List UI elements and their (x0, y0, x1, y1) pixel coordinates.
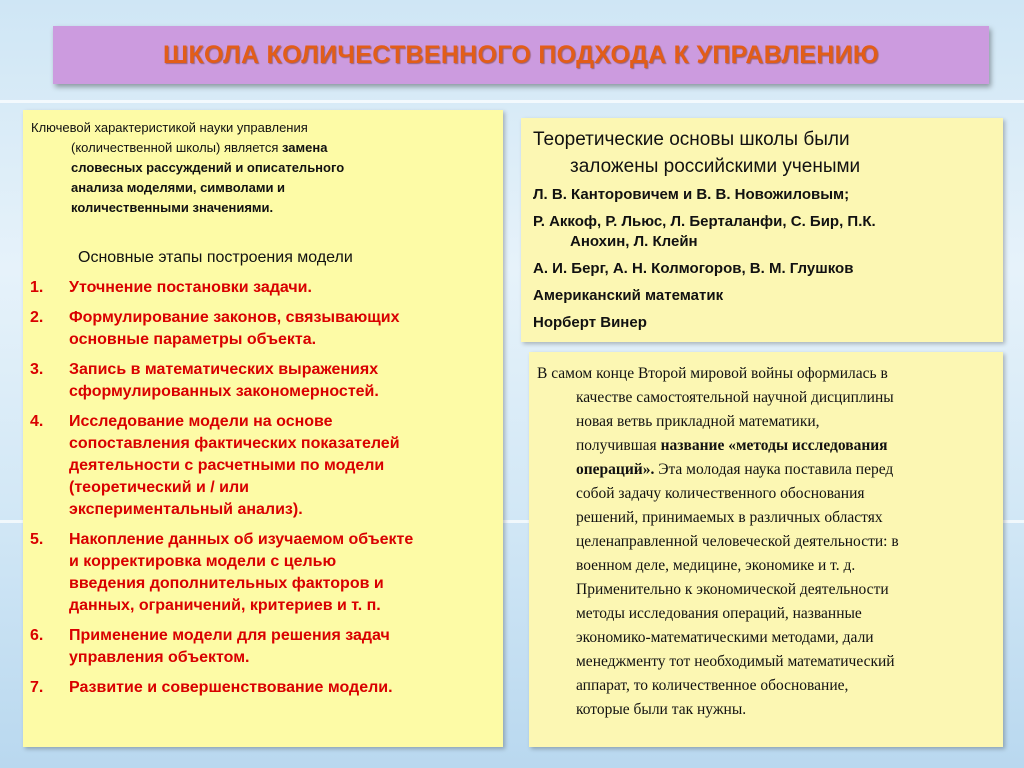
stage-item: 2. Формулирование законов, связывающих основные параметры объекта. (30, 309, 400, 348)
scientists-item: Норберт Винер (533, 314, 647, 331)
intro-line: словесных рассуждений и описательного (71, 160, 345, 175)
theoretical-foundations-panel (521, 118, 1003, 342)
operations-research-text: В самом конце Второй мировой войны оформилась в качестве самостоятельной научной дисциплины новая ветвь прикладной математики, получившая название «методы исследования операций». Эта молодая наука поставила перед собой задачу количественного обоснования решений, принимаемых в различных областях целенаправленной человеческой деятельности: в военном деле, медицине, экономике и т. д. Применительно к экономической деятельности методы исследования операций, названные экономико-математическими методами, дали менеджменту тот необходимый математический аппарат, то количественное обоснование, которые были так нужны. (537, 365, 899, 718)
stage-item: 5. Накопление данных об изучаемом объекте и корректировка модели с целью введения дополнительных факторов и данных, ограничений, критериев и т. п. (30, 531, 414, 614)
page-title: ШКОЛА КОЛИЧЕСТВЕННОГО ПОДХОДА К УПРАВЛЕНИЮ (163, 40, 879, 69)
title-banner (53, 26, 989, 84)
scientists-item: Американский математик (533, 287, 724, 304)
intro-line: количественными значениями. (71, 200, 274, 215)
scientists-list (533, 185, 993, 340)
intro-text (31, 118, 471, 218)
stage-item: 6. Применение модели для решения задач управления объектом. (30, 627, 390, 666)
intro-line: анализа моделями, символами и (71, 180, 286, 195)
stages-heading: Основные этапы построения модели (78, 249, 353, 266)
stage-item: 4. Исследование модели на основе сопоставления фактических показателей деятельности с расчетными по модели (теоретический и / или экспериментальный анализ). (30, 413, 400, 518)
foundations-heading: Теоретические основы школы были заложены российскими учеными (533, 129, 861, 177)
background-stripe (0, 100, 1024, 103)
stages-list (30, 277, 492, 707)
stage-item: 1. Уточнение постановки задачи. (30, 279, 312, 296)
intro-line: (количественной школы) является замена (71, 140, 328, 155)
operations-research-panel (529, 352, 1003, 747)
scientists-item: Р. Аккоф, Р. Льюс, Л. Берталанфи, С. Бир, П.К. Анохин, Л. Клейн (533, 213, 876, 250)
scientists-item: А. И. Берг, А. Н. Колмогоров, В. М. Глушков (533, 260, 854, 277)
model-stages-panel (23, 110, 503, 747)
scientists-item: Л. В. Канторовичем и В. В. Новожиловым; (533, 186, 850, 203)
intro-line: Ключевой характеристикой науки управления (31, 120, 308, 135)
stage-item: 3. Запись в математических выражениях сформулированных закономерностей. (30, 361, 379, 400)
stage-item: 7. Развитие и совершенствование модели. (30, 679, 393, 696)
